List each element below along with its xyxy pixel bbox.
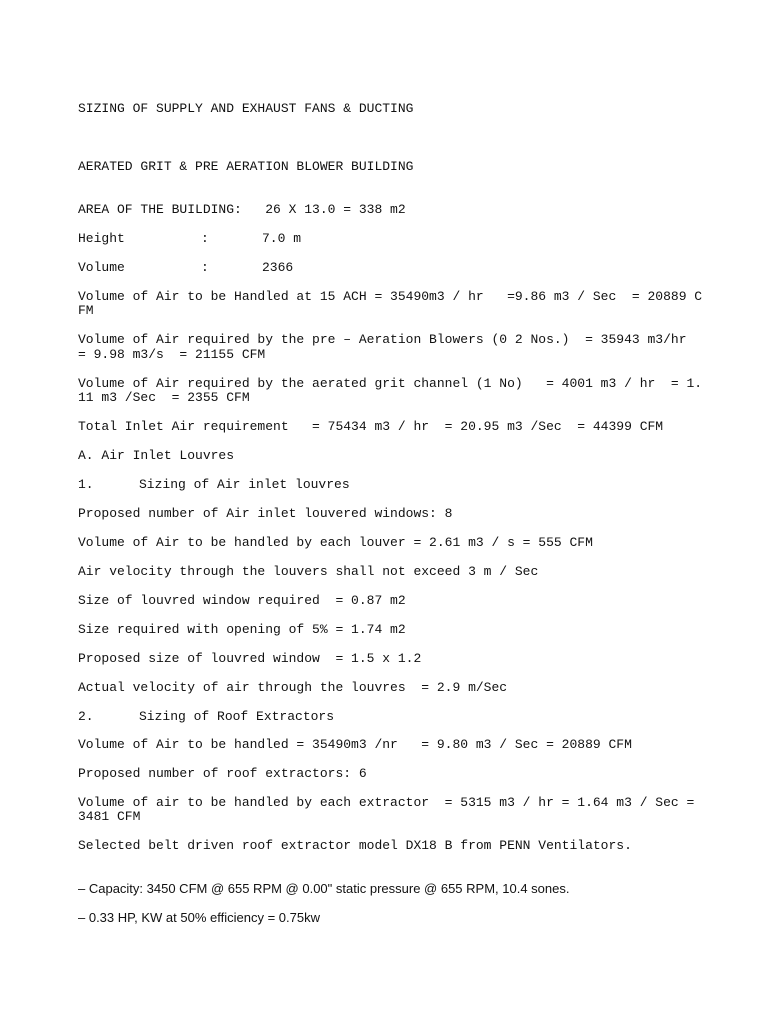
volume-label: Volume : xyxy=(78,260,209,275)
roof-extractor-count: Proposed number of roof extractors: 6 xyxy=(78,766,367,781)
power-bullet: – 0.33 HP, KW at 50% efficiency = 0.75kw xyxy=(78,910,320,925)
blowers-volume-line-1: Volume of Air required by the pre – Aeration Blowers (0 2 Nos.) = 35943 m3/hr xyxy=(78,332,687,347)
height-value: 7.0 m xyxy=(262,231,302,246)
grit-volume-line-2: 11 m3 /Sec = 2355 CFM xyxy=(78,390,250,405)
item-1-heading xyxy=(78,478,350,492)
item-2-number: 2. xyxy=(78,709,94,724)
section-heading-a: A. Air Inlet Louvres xyxy=(78,448,235,463)
ach-volume-line-2: FM xyxy=(78,303,94,318)
volume-row xyxy=(78,261,293,275)
item-1-text: Sizing of Air inlet louvres xyxy=(139,477,350,492)
extractor-volume-line-1: Volume of air to be handled by each extractor = 5315 m3 / hr = 1.64 m3 / Sec = xyxy=(78,795,695,810)
building-subtitle: AERATED GRIT & PRE AERATION BLOWER BUILDING xyxy=(78,159,414,174)
window-size: Size of louvred window required = 0.87 m2 xyxy=(78,593,406,608)
velocity-limit: Air velocity through the louvers shall not exceed 3 m / Sec xyxy=(78,564,539,579)
height-row xyxy=(78,232,301,246)
proposed-window-size: Proposed size of louvred window = 1.5 x 1.2 xyxy=(78,651,422,666)
building-area: AREA OF THE BUILDING: 26 X 13.0 = 338 m2 xyxy=(78,202,406,217)
selected-model: Selected belt driven roof extractor model DX18 B from PENN Ventilators. xyxy=(78,838,632,853)
height-label: Height : xyxy=(78,231,209,246)
blowers-volume-line-2: = 9.98 m3/s = 21155 CFM xyxy=(78,347,266,362)
capacity-bullet: – Capacity: 3450 CFM @ 655 RPM @ 0.00" static pressure @ 655 RPM, 10.4 sones. xyxy=(78,881,570,896)
volume-value: 2366 xyxy=(262,260,294,275)
louver-volume: Volume of Air to be handled by each louver = 2.61 m3 / s = 555 CFM xyxy=(78,535,593,550)
item-2-text: Sizing of Roof Extractors xyxy=(139,709,335,724)
actual-velocity: Actual velocity of air through the louvres = 2.9 m/Sec xyxy=(78,680,508,695)
roof-volume: Volume of Air to be handled = 35490m3 /nr = 9.80 m3 / Sec = 20889 CFM xyxy=(78,737,632,752)
total-inlet-air: Total Inlet Air requirement = 75434 m3 / hr = 20.95 m3 /Sec = 44399 CFM xyxy=(78,419,664,434)
document-title: SIZING OF SUPPLY AND EXHAUST FANS & DUCTING xyxy=(78,101,414,116)
ach-volume-line-1: Volume of Air to be Handled at 15 ACH = 35490m3 / hr =9.86 m3 / Sec = 20889 C xyxy=(78,289,703,304)
extractor-volume-line-2: 3481 CFM xyxy=(78,809,141,824)
item-1-number: 1. xyxy=(78,477,94,492)
item-2-heading xyxy=(78,710,334,724)
grit-volume-line-1: Volume of Air required by the aerated grit channel (1 No) = 4001 m3 / hr = 1. xyxy=(78,376,703,391)
opening-size: Size required with opening of 5% = 1.74 m2 xyxy=(78,622,406,637)
louvre-count: Proposed number of Air inlet louvered windows: 8 xyxy=(78,506,453,521)
